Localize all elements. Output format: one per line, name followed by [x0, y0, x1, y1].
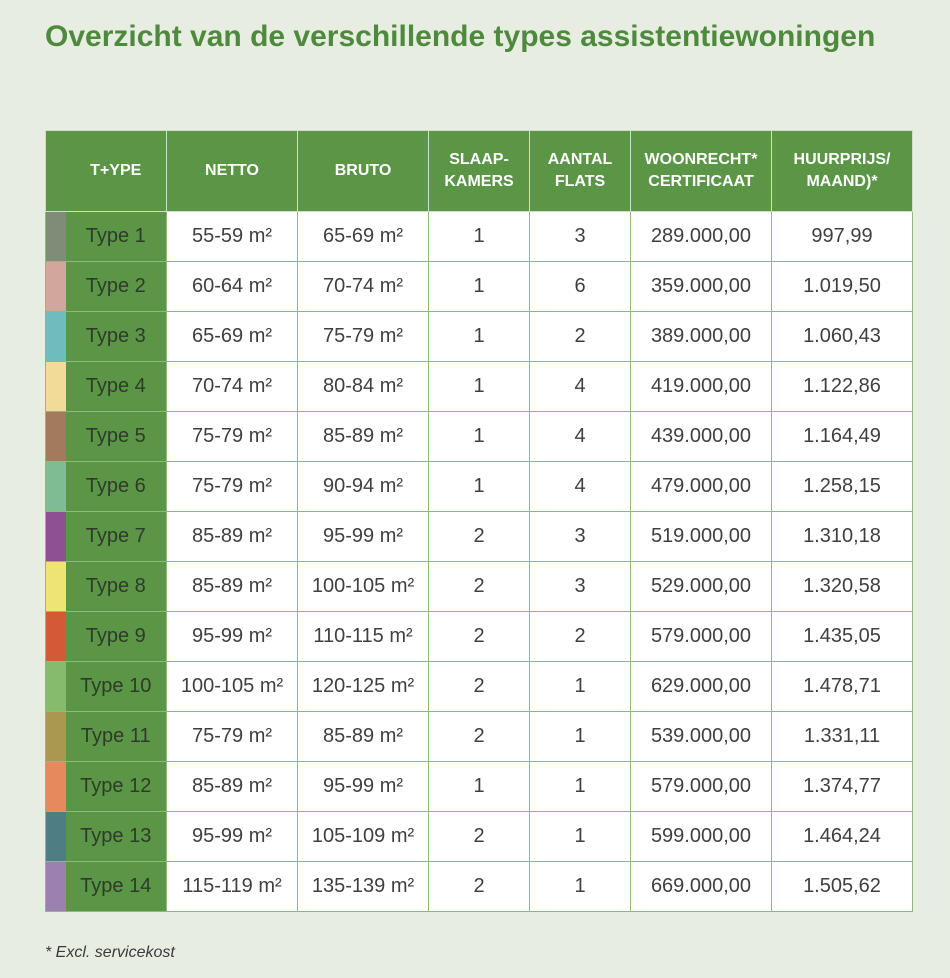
cell-netto: 85-89 m²	[167, 512, 298, 562]
table-row	[46, 612, 913, 662]
cell-woonrecht: 479.000,00	[631, 462, 772, 512]
cell-woonrecht: 579.000,00	[631, 612, 772, 662]
cell-huurprijs: 1.478,71	[772, 662, 913, 712]
cell-type: Type 8	[66, 562, 167, 612]
cell-netto: 75-79 m²	[167, 412, 298, 462]
table-header	[46, 131, 913, 212]
table-row	[46, 712, 913, 762]
cell-aantal-flats: 2	[530, 612, 631, 662]
cell-slaapkamers: 2	[429, 812, 530, 862]
table-row	[46, 862, 913, 912]
cell-woonrecht: 539.000,00	[631, 712, 772, 762]
cell-aantal-flats: 4	[530, 362, 631, 412]
header-swatch-cell	[46, 131, 66, 212]
cell-slaapkamers: 1	[429, 262, 530, 312]
cell-bruto: 110-115 m²	[298, 612, 429, 662]
page-title: Overzicht van de verschillende types assistentiewoningen	[45, 20, 876, 53]
types-table	[45, 130, 913, 912]
cell-woonrecht: 669.000,00	[631, 862, 772, 912]
header-slaapkamers	[429, 131, 530, 212]
table-row	[46, 762, 913, 812]
cell-slaapkamers: 1	[429, 462, 530, 512]
cell-aantal-flats: 3	[530, 212, 631, 262]
cell-slaapkamers: 1	[429, 412, 530, 462]
type-color-swatch	[46, 712, 66, 762]
cell-type: Type 12	[66, 762, 167, 812]
cell-aantal-flats: 1	[530, 712, 631, 762]
cell-bruto: 105-109 m²	[298, 812, 429, 862]
type-color-swatch	[46, 312, 66, 362]
cell-type: Type 9	[66, 612, 167, 662]
cell-bruto: 85-89 m²	[298, 412, 429, 462]
type-color-swatch	[46, 462, 66, 512]
cell-huurprijs: 997,99	[772, 212, 913, 262]
cell-huurprijs: 1.019,50	[772, 262, 913, 312]
header-huurprijs-line1: HUURPRIJS/	[793, 151, 891, 168]
cell-huurprijs: 1.320,58	[772, 562, 913, 612]
cell-bruto: 100-105 m²	[298, 562, 429, 612]
cell-aantal-flats: 1	[530, 662, 631, 712]
header-huurprijs-line2: MAAND)*	[806, 173, 878, 190]
type-color-swatch	[46, 362, 66, 412]
cell-netto: 95-99 m²	[167, 812, 298, 862]
cell-aantal-flats: 3	[530, 562, 631, 612]
header-aantal-line2: FLATS	[554, 173, 606, 190]
cell-type: Type 4	[66, 362, 167, 412]
cell-type: Type 10	[66, 662, 167, 712]
footnote: * Excl. servicekost	[45, 944, 175, 961]
cell-bruto: 70-74 m²	[298, 262, 429, 312]
header-aantal-line1: AANTAL	[547, 151, 613, 168]
header-aantal-flats	[530, 131, 631, 212]
cell-slaapkamers: 2	[429, 712, 530, 762]
type-color-swatch	[46, 412, 66, 462]
header-row	[46, 131, 913, 212]
header-bruto: BRUTO	[298, 131, 429, 212]
cell-woonrecht: 629.000,00	[631, 662, 772, 712]
cell-woonrecht: 389.000,00	[631, 312, 772, 362]
cell-woonrecht: 289.000,00	[631, 212, 772, 262]
cell-woonrecht: 359.000,00	[631, 262, 772, 312]
cell-huurprijs: 1.331,11	[772, 712, 913, 762]
header-netto: NETTO	[167, 131, 298, 212]
table-row	[46, 262, 913, 312]
cell-woonrecht: 439.000,00	[631, 412, 772, 462]
table-row	[46, 512, 913, 562]
type-color-swatch	[46, 262, 66, 312]
cell-bruto: 120-125 m²	[298, 662, 429, 712]
cell-netto: 115-119 m²	[167, 862, 298, 912]
cell-type: Type 2	[66, 262, 167, 312]
header-slaapkamers-line1: SLAAP-	[449, 151, 509, 168]
cell-netto: 85-89 m²	[167, 762, 298, 812]
cell-aantal-flats: 1	[530, 862, 631, 912]
table-row	[46, 312, 913, 362]
cell-huurprijs: 1.122,86	[772, 362, 913, 412]
cell-type: Type 13	[66, 812, 167, 862]
cell-bruto: 65-69 m²	[298, 212, 429, 262]
header-woonrecht	[631, 131, 772, 212]
cell-huurprijs: 1.060,43	[772, 312, 913, 362]
cell-netto: 95-99 m²	[167, 612, 298, 662]
cell-woonrecht: 529.000,00	[631, 562, 772, 612]
table-row	[46, 462, 913, 512]
header-woonrecht-line1: WOONRECHT*	[644, 151, 758, 168]
cell-slaapkamers: 2	[429, 662, 530, 712]
cell-slaapkamers: 1	[429, 362, 530, 412]
cell-bruto: 85-89 m²	[298, 712, 429, 762]
cell-bruto: 95-99 m²	[298, 762, 429, 812]
cell-woonrecht: 519.000,00	[631, 512, 772, 562]
cell-slaapkamers: 1	[429, 762, 530, 812]
cell-aantal-flats: 1	[530, 762, 631, 812]
cell-slaapkamers: 2	[429, 862, 530, 912]
cell-netto: 75-79 m²	[167, 462, 298, 512]
header-woonrecht-line2: CERTIFICAAT	[648, 173, 754, 190]
table-row	[46, 212, 913, 262]
cell-type: Type 6	[66, 462, 167, 512]
cell-huurprijs: 1.164,49	[772, 412, 913, 462]
cell-bruto: 75-79 m²	[298, 312, 429, 362]
cell-bruto: 135-139 m²	[298, 862, 429, 912]
cell-aantal-flats: 4	[530, 462, 631, 512]
cell-huurprijs: 1.258,15	[772, 462, 913, 512]
cell-woonrecht: 579.000,00	[631, 762, 772, 812]
cell-bruto: 95-99 m²	[298, 512, 429, 562]
cell-type: Type 11	[66, 712, 167, 762]
cell-slaapkamers: 2	[429, 512, 530, 562]
cell-huurprijs: 1.435,05	[772, 612, 913, 662]
table-body	[46, 212, 913, 912]
cell-slaapkamers: 2	[429, 612, 530, 662]
cell-netto: 70-74 m²	[167, 362, 298, 412]
type-color-swatch	[46, 762, 66, 812]
cell-huurprijs: 1.505,62	[772, 862, 913, 912]
table-row	[46, 362, 913, 412]
table-row	[46, 662, 913, 712]
header-slaapkamers-line2: KAMERS	[444, 173, 514, 190]
cell-aantal-flats: 2	[530, 312, 631, 362]
cell-netto: 60-64 m²	[167, 262, 298, 312]
cell-aantal-flats: 3	[530, 512, 631, 562]
cell-type: Type 3	[66, 312, 167, 362]
cell-bruto: 90-94 m²	[298, 462, 429, 512]
cell-slaapkamers: 1	[429, 312, 530, 362]
header-huurprijs	[772, 131, 913, 212]
type-color-swatch	[46, 812, 66, 862]
table-row	[46, 412, 913, 462]
cell-type: Type 5	[66, 412, 167, 462]
cell-aantal-flats: 6	[530, 262, 631, 312]
cell-huurprijs: 1.464,24	[772, 812, 913, 862]
cell-huurprijs: 1.310,18	[772, 512, 913, 562]
cell-bruto: 80-84 m²	[298, 362, 429, 412]
cell-aantal-flats: 4	[530, 412, 631, 462]
cell-woonrecht: 599.000,00	[631, 812, 772, 862]
cell-aantal-flats: 1	[530, 812, 631, 862]
table-row	[46, 562, 913, 612]
cell-netto: 55-59 m²	[167, 212, 298, 262]
cell-type: Type 14	[66, 862, 167, 912]
type-color-swatch	[46, 512, 66, 562]
cell-woonrecht: 419.000,00	[631, 362, 772, 412]
type-color-swatch	[46, 662, 66, 712]
cell-type: Type 7	[66, 512, 167, 562]
cell-netto: 75-79 m²	[167, 712, 298, 762]
type-color-swatch	[46, 612, 66, 662]
types-table-wrapper	[45, 130, 913, 912]
type-color-swatch	[46, 862, 66, 912]
cell-netto: 100-105 m²	[167, 662, 298, 712]
type-color-swatch	[46, 562, 66, 612]
type-color-swatch	[46, 212, 66, 262]
table-row	[46, 812, 913, 862]
cell-huurprijs: 1.374,77	[772, 762, 913, 812]
cell-netto: 85-89 m²	[167, 562, 298, 612]
header-type: T+YPE	[66, 131, 167, 212]
cell-slaapkamers: 1	[429, 212, 530, 262]
cell-slaapkamers: 2	[429, 562, 530, 612]
cell-netto: 65-69 m²	[167, 312, 298, 362]
cell-type: Type 1	[66, 212, 167, 262]
